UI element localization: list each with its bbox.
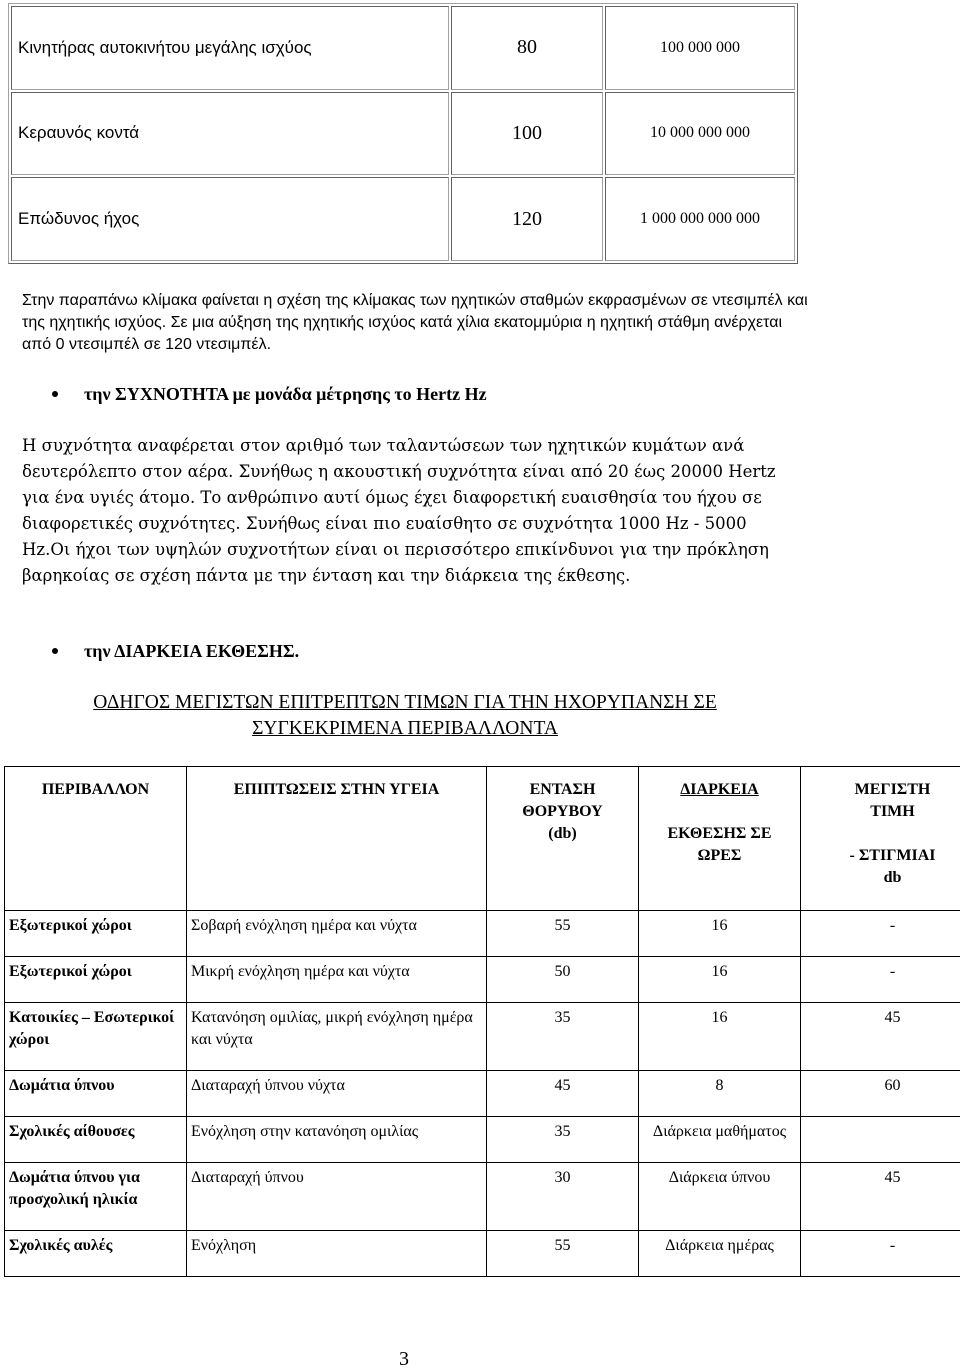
environment-cell: Κατοικίες – Εσωτερικοί χώροι <box>5 1003 187 1071</box>
duration-cell: 16 <box>639 911 801 957</box>
noise-limits-table <box>4 766 960 1277</box>
header-line: ΔΙΑΡΚΕΙΑ <box>643 779 796 801</box>
bullet-icon <box>52 391 58 397</box>
duration-cell: 16 <box>639 1003 801 1071</box>
max-value-cell: 45 <box>801 1003 960 1071</box>
duration-cell: Διάρκεια ύπνου <box>639 1163 801 1231</box>
intensity-cell: 100 000 000 <box>605 6 795 90</box>
table-row <box>5 957 960 1003</box>
noise-db-cell: 45 <box>487 1071 639 1117</box>
health-effect-cell: Σοβαρή ενόχληση ημέρα και νύχτα <box>187 911 487 957</box>
sound-source-cell: Κεραυνός κοντά <box>11 92 449 176</box>
max-value-cell: 45 <box>801 1163 960 1231</box>
table-row <box>11 6 795 90</box>
environment-cell: Σχολικές αυλές <box>5 1231 187 1277</box>
table-row <box>11 177 795 261</box>
column-header-noise-intensity <box>487 767 639 911</box>
health-effect-cell: Κατανόηση ομιλίας, μικρή ενόχληση ημέρα και νύχτα <box>187 1003 487 1071</box>
intensity-cell: 1 000 000 000 000 <box>605 177 795 261</box>
column-header-max-value <box>801 767 960 911</box>
max-value-cell: - <box>801 957 960 1003</box>
max-value-cell: - <box>801 911 960 957</box>
duration-cell: 16 <box>639 957 801 1003</box>
duration-cell: 8 <box>639 1071 801 1117</box>
decibel-cell: 100 <box>451 92 603 176</box>
table-row <box>5 911 960 957</box>
environment-cell: Εξωτερικοί χώροι <box>5 911 187 957</box>
page-number: 3 <box>0 1348 808 1371</box>
table-header-row <box>5 767 960 911</box>
environment-cell: Δωμάτια ύπνου για προσχολική ηλικία <box>5 1163 187 1231</box>
header-line: ΕΚΘΕΣΗΣ ΣΕ <box>643 823 796 845</box>
bullet-icon <box>52 648 58 654</box>
health-effect-cell: Μικρή ενόχληση ημέρα και νύχτα <box>187 957 487 1003</box>
max-value-cell <box>801 1117 960 1163</box>
environment-cell: Σχολικές αίθουσες <box>5 1117 187 1163</box>
header-line: db <box>805 867 960 889</box>
noise-db-cell: 30 <box>487 1163 639 1231</box>
header-line: ΘΟΡΥΒΟΥ <box>491 801 634 823</box>
table-row <box>11 92 795 176</box>
sound-scale-table <box>8 3 798 264</box>
scale-explanation-paragraph: Στην παραπάνω κλίμακα φαίνεται η σχέση της κλίμακας των ηχητικών σταθμών εκφρασμένων σε ντεσιμπέλ και της ηχητικής ισχύος. Σε μια αύξηση της ηχητικής ισχύος κατά χίλια εκατομμύρια η ηχητική στάθμη ανέρχεται από 0 ντεσιμπέλ σε 120 ντεσιμπέλ. <box>22 290 812 356</box>
sound-source-cell: Επώδυνος ήχος <box>11 177 449 261</box>
health-effect-cell: Ενόχληση <box>187 1231 487 1277</box>
health-effect-cell: Ενόχληση στην κατανόηση ομιλίας <box>187 1117 487 1163</box>
header-line: ΩΡΕΣ <box>643 845 796 867</box>
duration-bullet-text: την ΔΙΑΡΚΕΙΑ ΕΚΘΕΣΗΣ. <box>84 641 299 662</box>
noise-db-cell: 55 <box>487 1231 639 1277</box>
frequency-bullet-text: την ΣΥΧΝΟΤΗΤΑ με μονάδα μέτρησης το Hertz Hz <box>84 384 487 405</box>
duration-cell: Διάρκεια ημέρας <box>639 1231 801 1277</box>
column-header-environment: ΠΕΡΙΒΑΛΛΟΝ <box>5 767 187 911</box>
noise-db-cell: 35 <box>487 1003 639 1071</box>
header-line: (db) <box>491 823 634 845</box>
header-line: ΕΝΤΑΣΗ <box>491 779 634 801</box>
health-effect-cell: Διαταραχή ύπνου νύχτα <box>187 1071 487 1117</box>
sound-source-cell: Κινητήρας αυτοκινήτου μεγάλης ισχύος <box>11 6 449 90</box>
table-row <box>5 1071 960 1117</box>
guide-title <box>0 690 810 742</box>
decibel-cell: 80 <box>451 6 603 90</box>
environment-cell: Δωμάτια ύπνου <box>5 1071 187 1117</box>
noise-db-cell: 35 <box>487 1117 639 1163</box>
table-row <box>5 1117 960 1163</box>
column-header-duration <box>639 767 801 911</box>
table-row <box>5 1231 960 1277</box>
guide-title-line: ΟΔΗΓΟΣ ΜΕΓΙΣΤΩΝ ΕΠΙΤΡΕΠΤΩΝ ΤΙΜΩΝ ΓΙΑ ΤΗΝ ΗΧΟΡΥΠΑΝΣΗ ΣΕ <box>0 690 810 716</box>
header-line: - ΣΤΙΓΜΙΑΙ <box>805 845 960 867</box>
max-value-cell: - <box>801 1231 960 1277</box>
column-header-health-effects: ΕΠΙΠΤΩΣΕΙΣ ΣΤΗΝ ΥΓΕΙΑ <box>187 767 487 911</box>
table-row <box>5 1003 960 1071</box>
noise-db-cell: 55 <box>487 911 639 957</box>
frequency-paragraph: Η συχνότητα αναφέρεται στον αριθμό των ταλαντώσεων των ηχητικών κυμάτων ανά δευτερόλεπτο στον αέρα. Συνήθως η ακουστική συχνότητα είναι από 20 έως 20000 Hertz για ένα υγιές άτομο. Το ανθρώπινο αυτί όμως έχει διαφορετική ευαισθησία του ήχου σε διαφορετικές συχνότητες. Συνήθως είναι πιο ευαίσθητο σε συχνότητα 1000 Hz - 5000 Hz.Οι ήχοι των υψηλών συχνοτήτων είναι οι περισσότερο επικίνδυνοι για την πρόκληση βαρηκοίας σε σχέση πάντα με την ένταση και την διάρκεια της έκθεσης. <box>22 433 792 589</box>
health-effect-cell: Διαταραχή ύπνου <box>187 1163 487 1231</box>
header-line: ΤΙΜΗ <box>805 801 960 823</box>
environment-cell: Εξωτερικοί χώροι <box>5 957 187 1003</box>
intensity-cell: 10 000 000 000 <box>605 92 795 176</box>
table-row <box>5 1163 960 1231</box>
max-value-cell: 60 <box>801 1071 960 1117</box>
header-line: ΜΕΓΙΣΤΗ <box>805 779 960 801</box>
noise-db-cell: 50 <box>487 957 639 1003</box>
decibel-cell: 120 <box>451 177 603 261</box>
duration-cell: Διάρκεια μαθήματος <box>639 1117 801 1163</box>
guide-title-line: ΣΥΓΚΕΚΡΙΜΕΝΑ ΠΕΡΙΒΑΛΛΟΝΤΑ <box>0 716 810 742</box>
